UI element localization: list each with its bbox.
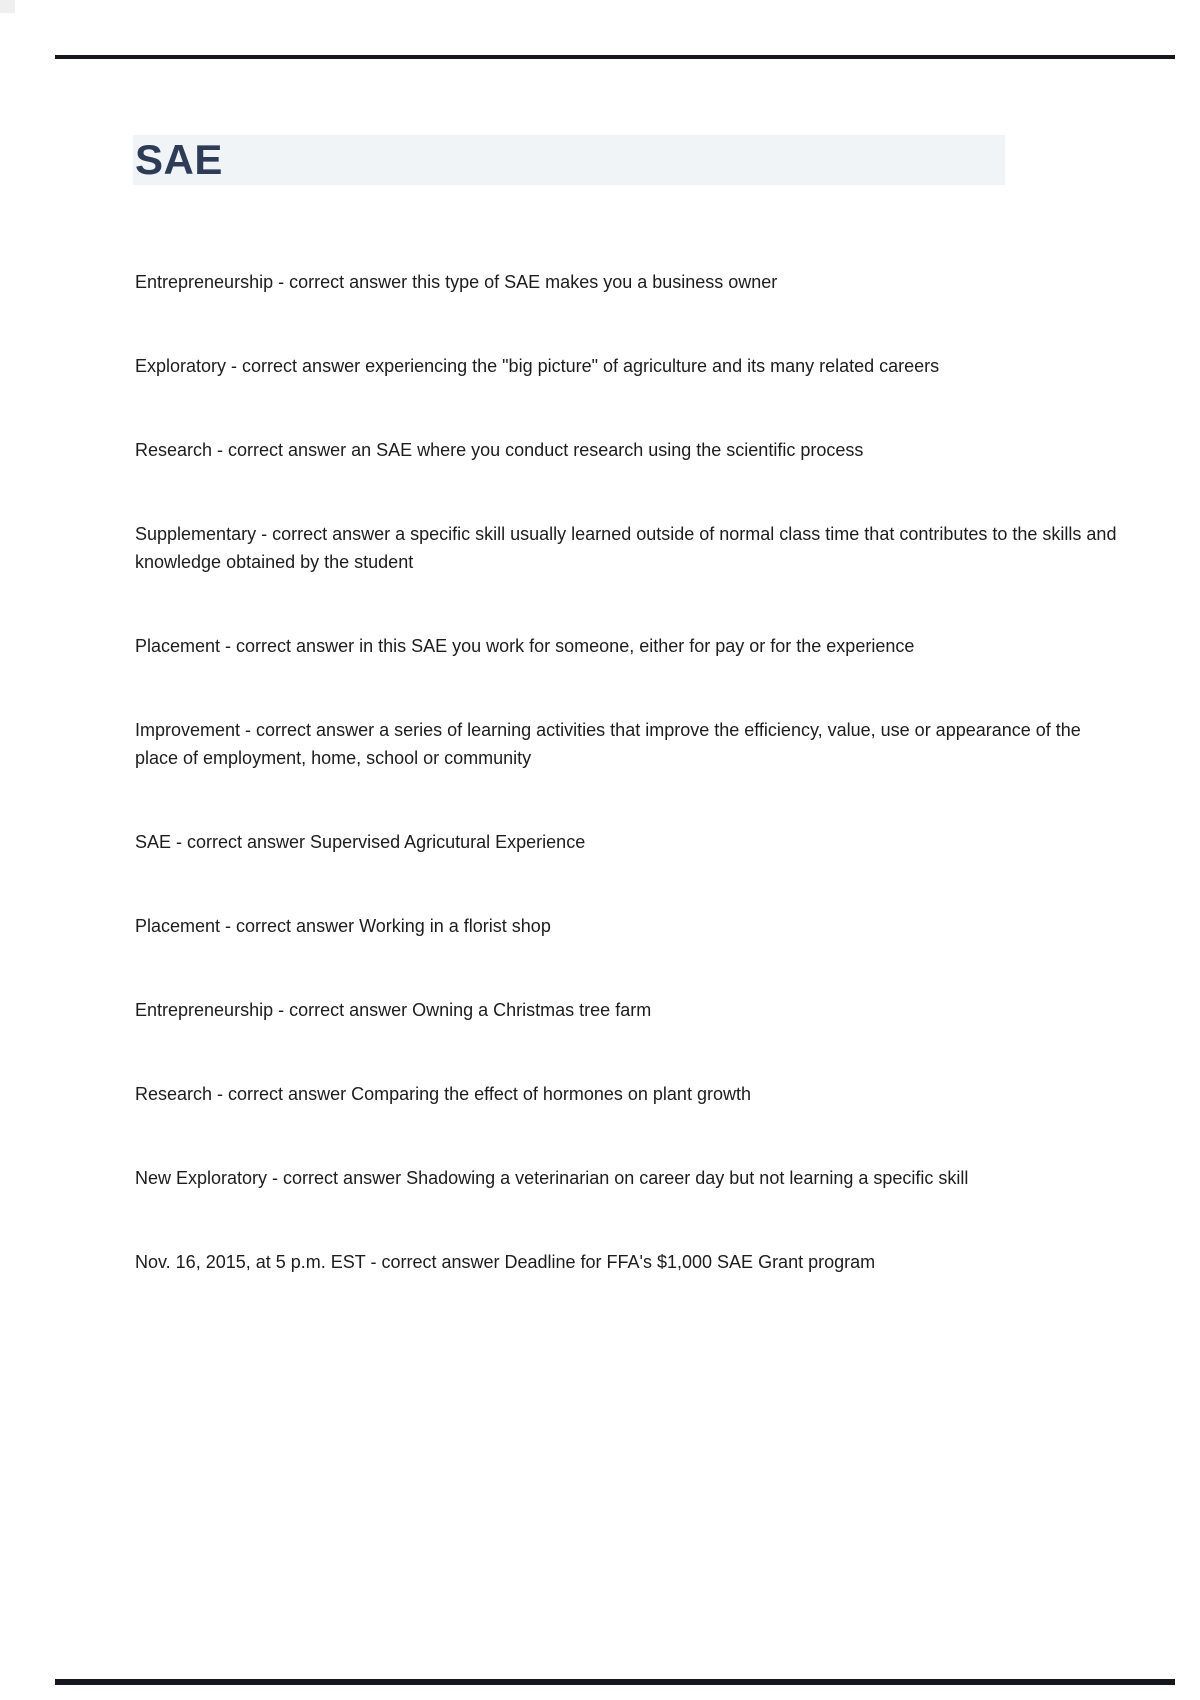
- top-divider-rule: [55, 55, 1175, 59]
- qa-entry: Supplementary - correct answer a specific skill usually learned outside of normal class time that contributes to the skills and knowledge obtained by the student: [135, 524, 1117, 572]
- page-title: SAE: [135, 136, 223, 183]
- bottom-divider-rule: [55, 1679, 1175, 1685]
- title-band: [133, 135, 1005, 185]
- qa-entry: Research - correct answer Comparing the effect of hormones on plant growth: [135, 1084, 751, 1104]
- qa-entry: Entrepreneurship - correct answer Owning a Christmas tree farm: [135, 1000, 652, 1020]
- qa-entry: Placement - correct answer in this SAE you work for someone, either for pay or for the experience: [135, 636, 915, 656]
- qa-entry: SAE - correct answer Supervised Agricutural Experience: [135, 832, 586, 852]
- qa-entry: New Exploratory - correct answer Shadowing a veterinarian on career day but not learning a specific skill: [135, 1168, 969, 1188]
- qa-entry: Research - correct answer an SAE where you conduct research using the scientific process: [135, 440, 864, 460]
- qa-entry: Improvement - correct answer a series of learning activities that improve the efficiency, value, use or appearance of the place of employment, home, school or community: [135, 720, 1081, 768]
- qa-entry: Exploratory - correct answer experiencing the "big picture" of agriculture and its many related careers: [135, 356, 940, 376]
- qa-entry: Entrepreneurship - correct answer this type of SAE makes you a business owner: [135, 272, 778, 292]
- qa-entry: Nov. 16, 2015, at 5 p.m. EST - correct answer Deadline for FFA's $1,000 SAE Grant program: [135, 1252, 876, 1272]
- scan-corner-artifact: [0, 0, 15, 13]
- qa-entry: Placement - correct answer Working in a florist shop: [135, 916, 551, 936]
- entry-list: [135, 268, 1125, 1276]
